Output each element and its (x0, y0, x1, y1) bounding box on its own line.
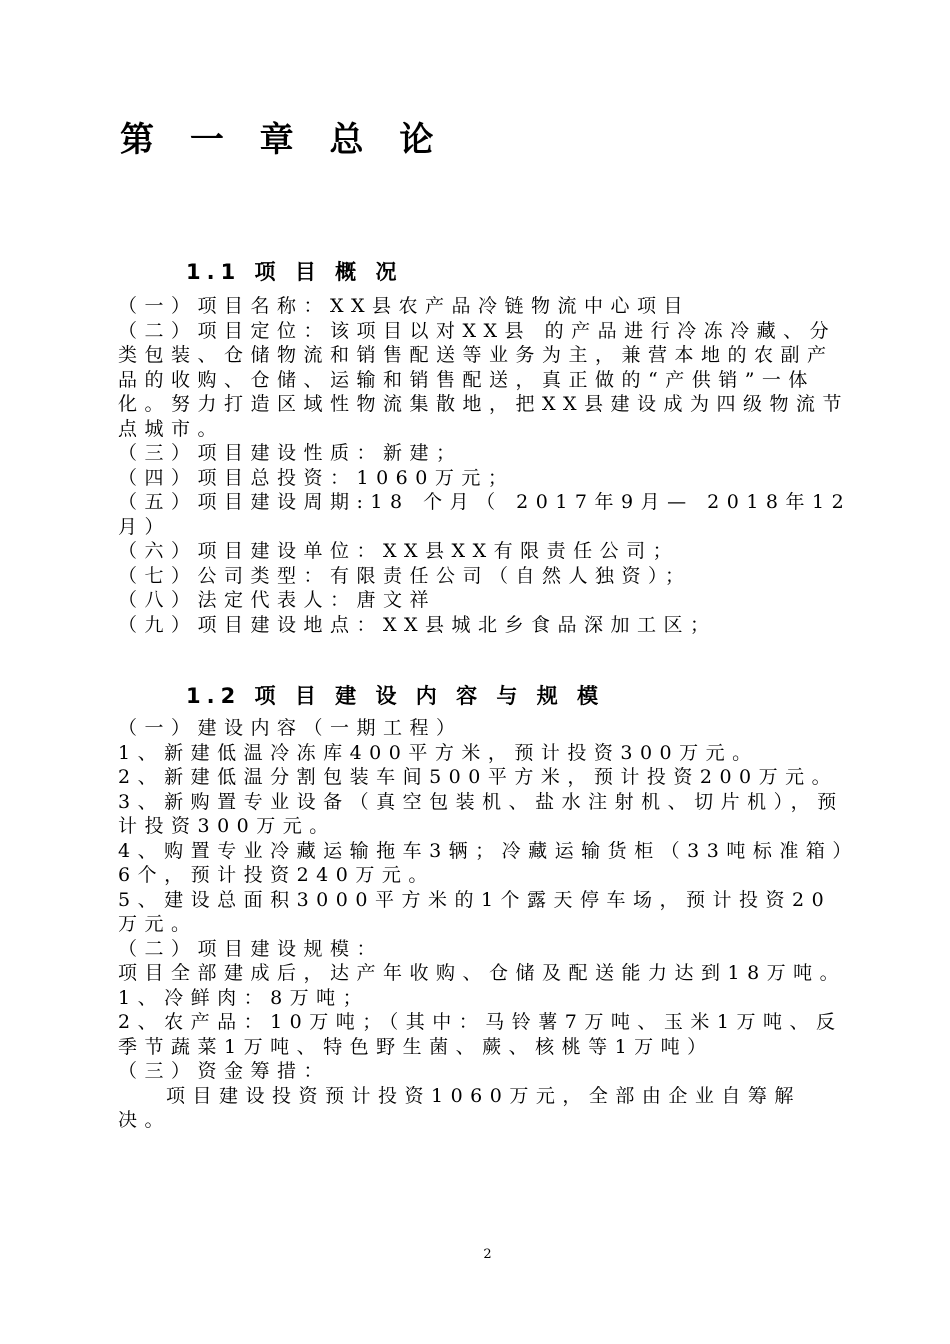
section-1-1-body (118, 294, 853, 637)
page-number: 2 (483, 1247, 492, 1262)
section-heading-1-2: 1.2 项 目 建 设 内 容 与 规 模 (186, 684, 604, 708)
construction-content-heading: （一）建设内容（一期工程） (118, 717, 463, 739)
chapter-title: 第 一 章 总 论 (120, 120, 446, 160)
construction-period-line: （五）项目建设周期:18 个月（ 2017年9月— 2018年12月） (118, 491, 852, 538)
project-name-line: （一）项目名称：XX县农产品冷链物流中心项目 (118, 295, 691, 317)
content-item-4: 4、购置专业冷藏运输拖车3辆；冷藏运输货柜（33吨标准箱）6个，预计投资240万元。 (118, 839, 850, 886)
content-item-3: 3、新购置专业设备（真空包装机、盐水注射机、切片机），预计投资300万元。 (118, 790, 844, 837)
company-type-line: （七）公司类型：有限责任公司（自然人独资）； (118, 564, 692, 587)
construction-nature-line: （三）项目建设性质：新建； (118, 442, 463, 464)
content-item-1: 1、新建低温冷冻库400平方米，预计投资300万元。 (118, 741, 759, 764)
funding-paragraph: 项目建设投资预计投资1060万元，全部由企业自筹解决。 (118, 1084, 801, 1131)
construction-unit-line: （六）项目建设单位：XX县XX有限责任公司； (118, 540, 680, 562)
scale-heading: （二）项目建设规模： (118, 937, 384, 960)
funding-heading: （三）资金筹措： (118, 1060, 331, 1082)
scale-item-1: 1、冷鲜肉：8万吨； (118, 986, 370, 1009)
scale-item-2: 2、农产品：10万吨；（其中：马铃薯7万吨、玉米1万吨、反季节蔬菜1万吨、特色野生菌、蕨、核桃等1万吨） (118, 1011, 843, 1058)
scale-summary: 项目全部建成后，达产年收购、仓储及配送能力达到18万吨。 (118, 962, 847, 984)
section-1-2-body (118, 716, 853, 1133)
content-item-5: 5、建设总面积3000平方米的1个露天停车场，预计投资20万元。 (118, 888, 832, 935)
section-heading-1-1: 1.1 项 目 概 况 (186, 260, 403, 284)
content-item-2: 2、新建低温分割包装车间500平方米，预计投资200万元。 (118, 766, 839, 788)
construction-location-line: （九）项目建设地点：XX县城北乡食品深加工区； (118, 613, 717, 636)
project-positioning-paragraph: （二）项目定位：该项目以对XX县 的产品进行冷冻冷藏、分类包装、仓储物流和销售配送等业务为主，兼营本地的农副产品的收购、仓储、运输和销售配送，真正做的“产供销”一体化。努力打造区域性物流集散地，把XX县建设成为四级物流节点城市。 (118, 319, 850, 440)
legal-representative-line: （八）法定代表人：唐文祥 (118, 589, 437, 611)
total-investment-line: （四）项目总投资：1060万元； (118, 466, 515, 489)
